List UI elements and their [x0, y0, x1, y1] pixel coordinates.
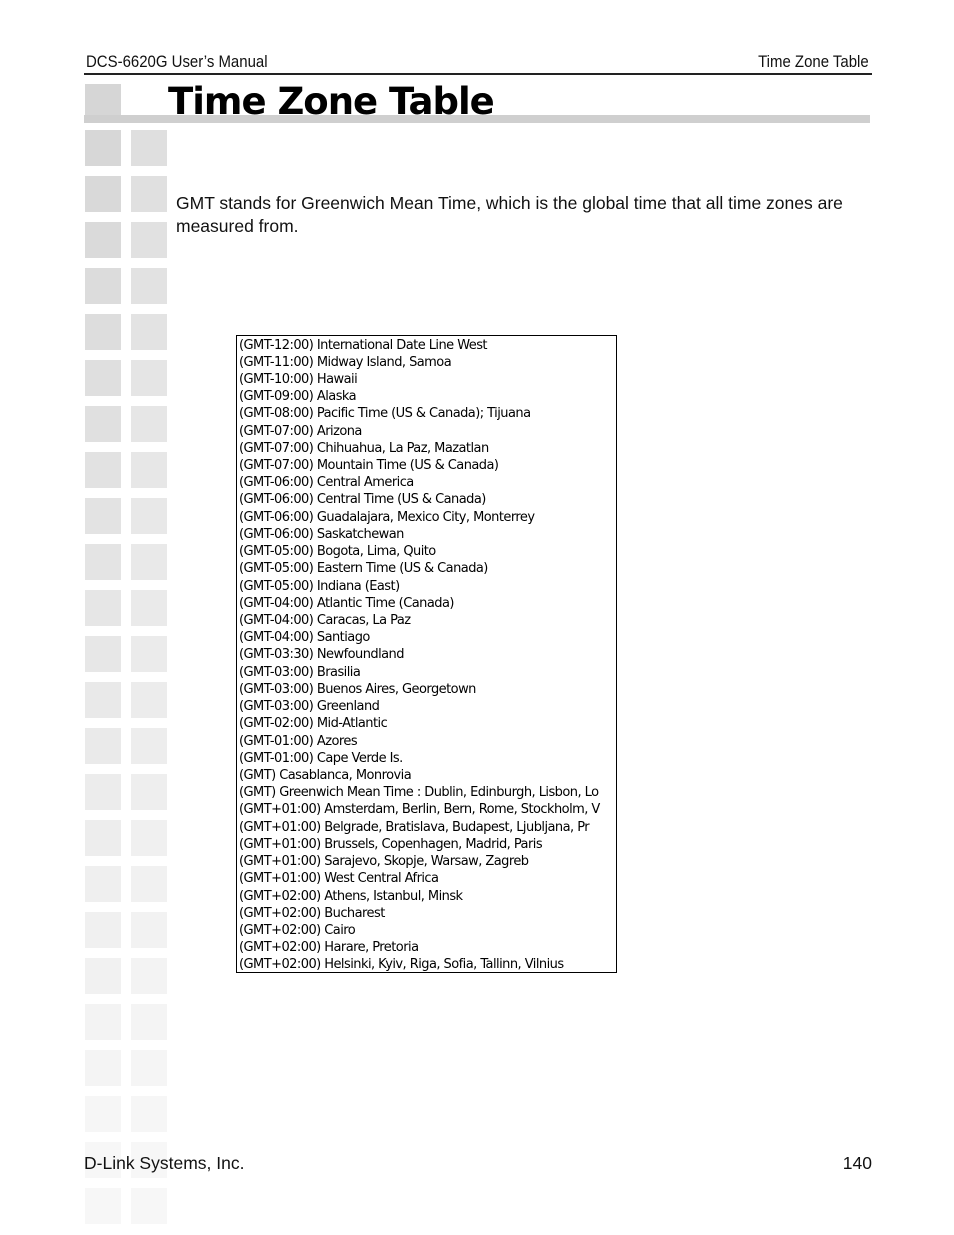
time-zone-option[interactable]: (GMT) Greenwich Mean Time : Dublin, Edinburgh, Lisbon, Lo	[239, 785, 599, 801]
time-zone-option[interactable]: (GMT+02:00) Cairo	[239, 922, 356, 938]
time-zone-option[interactable]: (GMT-07:00) Mountain Time (US & Canada)	[239, 458, 499, 474]
decorative-tile	[85, 176, 121, 212]
decorative-tile	[85, 1050, 121, 1086]
time-zone-option[interactable]: (GMT-05:00) Indiana (East)	[239, 578, 400, 594]
page-title: Time Zone Table	[168, 80, 494, 123]
decorative-tile	[85, 314, 121, 350]
decorative-tile	[85, 774, 121, 810]
decorative-tile	[131, 590, 167, 626]
time-zone-option[interactable]: (GMT+02:00) Athens, Istanbul, Minsk	[239, 888, 463, 904]
time-zone-option[interactable]: (GMT+01:00) Belgrade, Bratislava, Budapest, Ljubljana, Pr	[239, 819, 590, 835]
decorative-tile	[85, 590, 121, 626]
decorative-tile	[131, 406, 167, 442]
time-zone-option[interactable]: (GMT-04:00) Atlantic Time (Canada)	[239, 595, 454, 611]
decorative-tile	[85, 682, 121, 718]
page-number: 140	[842, 1153, 872, 1173]
time-zone-option[interactable]: (GMT+02:00) Helsinki, Kyiv, Riga, Sofia, Tallinn, Vilnius	[239, 957, 564, 973]
decorative-tile	[131, 866, 167, 902]
decorative-tile	[85, 636, 121, 672]
footer-company: D-Link Systems, Inc.	[84, 1153, 245, 1173]
decorative-tile	[131, 176, 167, 212]
time-zone-option[interactable]: (GMT-07:00) Chihuahua, La Paz, Mazatlan	[239, 440, 489, 456]
time-zone-option[interactable]: (GMT-03:00) Greenland	[239, 699, 380, 715]
time-zone-option[interactable]: (GMT-04:00) Caracas, La Paz	[239, 613, 411, 629]
header-divider	[84, 73, 872, 75]
decorative-tile	[131, 1004, 167, 1040]
time-zone-option[interactable]: (GMT-03:30) Newfoundland	[239, 647, 404, 663]
time-zone-option[interactable]: (GMT+02:00) Bucharest	[239, 905, 385, 921]
decorative-tile	[131, 636, 167, 672]
decorative-tile	[85, 130, 121, 166]
time-zone-option[interactable]: (GMT-07:00) Arizona	[239, 423, 362, 439]
decorative-tile	[85, 268, 121, 304]
decorative-tile	[85, 1004, 121, 1040]
time-zone-option[interactable]: (GMT-01:00) Azores	[239, 733, 358, 749]
time-zone-option[interactable]: (GMT-06:00) Central America	[239, 475, 414, 491]
decorative-tile	[131, 222, 167, 258]
section-title: Time Zone Table	[758, 52, 869, 71]
decorative-tile	[131, 682, 167, 718]
decorative-tile	[131, 498, 167, 534]
time-zone-option[interactable]: (GMT-03:00) Buenos Aires, Georgetown	[239, 681, 476, 697]
time-zone-option[interactable]: (GMT-05:00) Eastern Time (US & Canada)	[239, 561, 488, 577]
time-zone-list[interactable]	[236, 335, 617, 973]
time-zone-option[interactable]: (GMT+01:00) Sarajevo, Skopje, Warsaw, Zagreb	[239, 854, 529, 870]
time-zone-option[interactable]: (GMT-08:00) Pacific Time (US & Canada); Tijuana	[239, 406, 531, 422]
time-zone-option[interactable]: (GMT+01:00) Amsterdam, Berlin, Bern, Rome, Stockholm, V	[239, 802, 600, 818]
time-zone-option[interactable]: (GMT-06:00) Central Time (US & Canada)	[239, 492, 486, 508]
time-zone-option[interactable]: (GMT-12:00) International Date Line West	[239, 337, 487, 353]
decorative-tile	[131, 1096, 167, 1132]
decorative-tile	[131, 958, 167, 994]
decorative-tile-column	[84, 83, 170, 1235]
time-zone-option[interactable]: (GMT-03:00) Brasilia	[239, 664, 361, 680]
decorative-tile	[131, 360, 167, 396]
time-zone-option[interactable]: (GMT-06:00) Saskatchewan	[239, 526, 404, 542]
time-zone-option[interactable]: (GMT-01:00) Cape Verde Is.	[239, 750, 403, 766]
time-zone-option[interactable]: (GMT-02:00) Mid-Atlantic	[239, 716, 388, 732]
time-zone-option[interactable]: (GMT+02:00) Harare, Pretoria	[239, 940, 419, 956]
decorative-tile	[131, 452, 167, 488]
decorative-tile	[85, 866, 121, 902]
time-zone-option[interactable]: (GMT-10:00) Hawaii	[239, 371, 358, 387]
decorative-tile	[85, 820, 121, 856]
manual-title: DCS-6620G User’s Manual	[86, 52, 268, 71]
decorative-tile	[85, 222, 121, 258]
decorative-tile	[85, 452, 121, 488]
decorative-tile	[131, 314, 167, 350]
decorative-tile	[131, 268, 167, 304]
decorative-tile	[85, 406, 121, 442]
decorative-tile	[131, 820, 167, 856]
decorative-tile	[85, 544, 121, 580]
time-zone-option[interactable]: (GMT-06:00) Guadalajara, Mexico City, Monterrey	[239, 509, 535, 525]
decorative-tile	[85, 360, 121, 396]
time-zone-option[interactable]: (GMT+01:00) Brussels, Copenhagen, Madrid, Paris	[239, 836, 543, 852]
decorative-tile	[85, 912, 121, 948]
time-zone-option[interactable]: (GMT-04:00) Santiago	[239, 630, 370, 646]
decorative-tile	[85, 728, 121, 764]
time-zone-option[interactable]: (GMT-05:00) Bogota, Lima, Quito	[239, 544, 436, 560]
decorative-tile	[131, 544, 167, 580]
time-zone-option[interactable]: (GMT) Casablanca, Monrovia	[239, 768, 412, 783]
intro-paragraph: GMT stands for Greenwich Mean Time, which is the global time that all time zones are measured from.	[176, 193, 843, 236]
decorative-tile	[85, 498, 121, 534]
decorative-tile	[131, 1188, 167, 1224]
time-zone-option[interactable]: (GMT-11:00) Midway Island, Samoa	[239, 354, 452, 370]
time-zone-option[interactable]: (GMT+01:00) West Central Africa	[239, 871, 439, 887]
decorative-tile	[85, 1096, 121, 1132]
decorative-tile	[131, 728, 167, 764]
time-zone-option[interactable]: (GMT-09:00) Alaska	[239, 389, 357, 405]
decorative-tile	[131, 774, 167, 810]
decorative-tile	[85, 958, 121, 994]
decorative-tile	[85, 1188, 121, 1224]
decorative-tile	[131, 1050, 167, 1086]
decorative-tile	[131, 912, 167, 948]
decorative-tile	[131, 130, 167, 166]
